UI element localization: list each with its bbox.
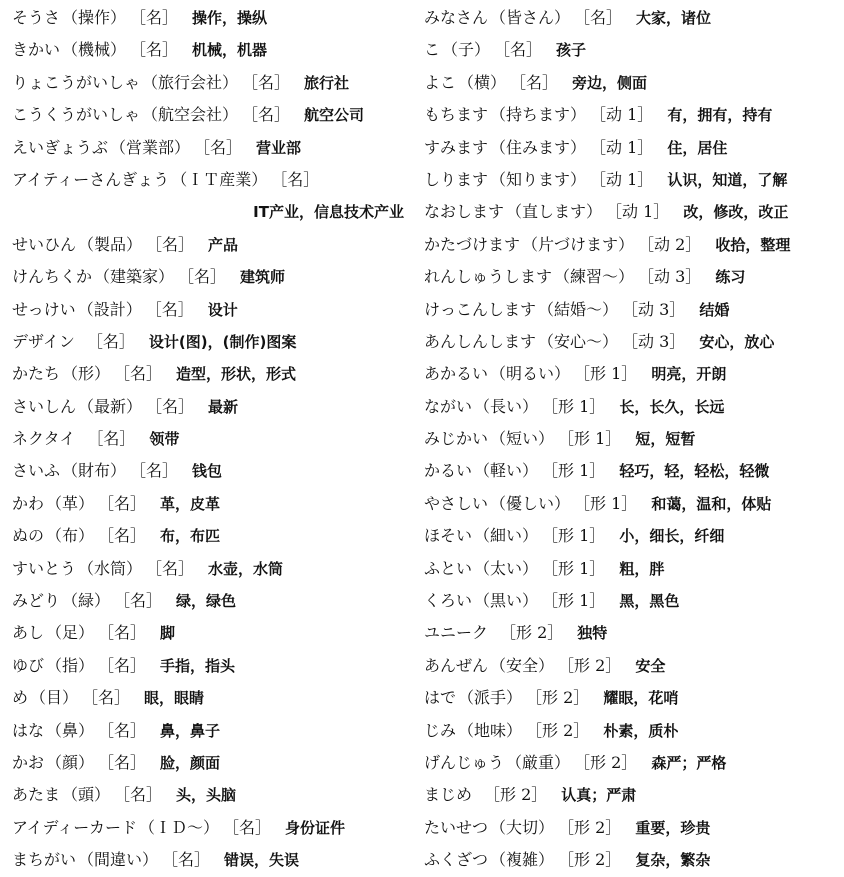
vocab-kanji: （顔） <box>46 752 95 772</box>
vocab-pos: ［名］ <box>90 688 131 708</box>
vocab-pos: ［名］ <box>250 105 291 125</box>
vocab-reading: りょこうがいしゃ <box>12 72 141 92</box>
vocab-pos: ［形 2］ <box>566 817 622 837</box>
vocab-pos: ［名］ <box>154 234 195 254</box>
vocab-meaning: 长，长久，长远 <box>619 397 725 416</box>
vocab-pos: ［名］ <box>106 752 147 772</box>
vocab-kanji: （長い） <box>474 396 539 416</box>
vocab-reading: まちがい <box>12 850 77 870</box>
vocab-meaning: 有，拥有，持有 <box>667 106 773 125</box>
vocab-kanji: （知ります） <box>490 169 587 189</box>
vocab-meaning: 航空公司 <box>304 106 365 125</box>
vocab-reading: そうさ <box>12 8 61 27</box>
vocab-kanji: （安全） <box>490 655 555 675</box>
vocab-reading: ふとい <box>424 558 473 578</box>
vocab-reading: め <box>12 688 29 708</box>
vocab-meaning: 认识，知道，了解 <box>667 170 788 189</box>
vocab-pos: ［动 3］ <box>630 331 686 351</box>
vocab-reading: まじめ <box>424 785 473 805</box>
vocab-entry <box>12 99 418 131</box>
vocab-kanji: （片づけます） <box>522 234 635 254</box>
vocab-entry <box>424 99 844 131</box>
vocab-entry <box>424 715 844 747</box>
vocabulary-column-left <box>0 0 418 870</box>
vocab-entry <box>12 553 418 585</box>
vocab-kanji: （明るい） <box>490 364 571 384</box>
vocab-kanji: （皆さん） <box>490 8 571 27</box>
vocab-reading: あかるい <box>424 364 489 384</box>
vocab-pos: ［名］ <box>106 493 147 513</box>
vocab-reading: けんちくか <box>12 267 93 287</box>
vocab-kanji: （結婚～） <box>538 299 619 319</box>
vocab-reading: こ <box>424 40 441 60</box>
vocab-meaning: 练习 <box>715 268 746 287</box>
vocab-pos: ［名］ <box>122 591 163 611</box>
vocab-meaning: 机械，机器 <box>192 41 268 60</box>
vocab-reading: さいふ <box>12 461 61 481</box>
vocab-entry <box>12 164 418 196</box>
vocab-pos: ［名］ <box>138 461 179 481</box>
vocab-meaning: 鼻，鼻子 <box>160 721 221 740</box>
vocab-entry <box>424 132 844 164</box>
vocab-pos: ［形 1］ <box>550 526 606 546</box>
vocab-kanji: （鼻） <box>46 720 95 740</box>
vocab-meaning: 水壶，水筒 <box>208 559 284 578</box>
vocab-meaning: 改，修改，改正 <box>683 203 789 222</box>
vocab-meaning: 收拾，整理 <box>715 235 791 254</box>
vocab-kanji: （営業部） <box>110 137 191 157</box>
vocab-reading: せっけい <box>12 299 76 319</box>
vocab-pos: ［名］ <box>87 429 136 449</box>
vocab-meaning: 营业部 <box>256 138 302 157</box>
vocab-pos: ［形 1］ <box>550 461 606 481</box>
vocab-reading: くろい <box>424 591 473 611</box>
vocab-pos: ［形 2］ <box>500 623 564 643</box>
vocab-pos: ［形 2］ <box>566 655 622 675</box>
vocab-pos: ［动 1］ <box>598 105 654 125</box>
vocab-meaning: 明亮，开朗 <box>651 365 727 384</box>
vocab-kanji: （大切） <box>490 817 555 837</box>
vocab-pos: ［形 2］ <box>582 752 638 772</box>
vocab-pos: ［名］ <box>279 169 320 189</box>
vocab-entry <box>424 682 844 714</box>
vocab-entry <box>424 553 844 585</box>
vocab-kanji: （練習～） <box>554 267 635 287</box>
vocab-pos: ［形 1］ <box>550 396 606 416</box>
vocab-reading: デザイン <box>12 331 75 351</box>
vocab-meaning: 钱包 <box>192 462 223 481</box>
vocab-meaning: 小，细长，纤细 <box>619 527 725 546</box>
vocab-meaning: 和蔼，温和，体贴 <box>651 494 772 513</box>
vocab-entry <box>12 682 418 714</box>
vocab-reading: もちます <box>424 105 489 125</box>
vocab-pos: ［名］ <box>202 137 243 157</box>
vocab-entry <box>12 391 418 423</box>
vocab-meaning: 绿，绿色 <box>176 592 237 611</box>
vocab-entry <box>424 779 844 811</box>
vocab-kanji: （最新） <box>78 396 143 416</box>
vocab-kanji: （足） <box>46 623 95 643</box>
vocab-pos: ［名］ <box>154 396 195 416</box>
vocab-reading: たいせつ <box>424 817 489 837</box>
vocab-entry <box>12 617 418 649</box>
vocab-entry <box>12 34 418 66</box>
vocab-meaning: 复杂，繁杂 <box>635 851 711 870</box>
vocab-pos: ［形 2］ <box>566 850 622 870</box>
vocab-reading: じみ <box>424 720 457 740</box>
vocab-meaning: 认真；严肃 <box>561 786 637 805</box>
vocab-entry <box>12 520 418 552</box>
vocab-kanji: （太い） <box>474 558 539 578</box>
vocab-kanji: （建築家） <box>94 267 175 287</box>
vocab-kanji: （黒い） <box>474 591 539 611</box>
vocab-reading: あたま <box>12 785 61 805</box>
vocab-entry <box>424 196 844 228</box>
vocab-meaning: 产品 <box>208 235 239 254</box>
vocab-pos: ［形 1］ <box>550 558 606 578</box>
vocab-reading: やさしい <box>424 493 489 513</box>
vocab-pos: ［名］ <box>154 558 195 578</box>
vocab-meaning: 身份证件 <box>285 818 346 837</box>
vocab-pos: ［名］ <box>230 817 271 837</box>
vocab-pos: ［名］ <box>153 299 194 319</box>
vocab-kanji: （指） <box>46 655 95 675</box>
vocab-kanji: （製品） <box>78 234 143 254</box>
vocab-meaning: 建筑师 <box>240 268 286 287</box>
vocab-kanji: （地味） <box>458 720 523 740</box>
vocab-pos: ［名］ <box>138 40 179 60</box>
vocab-meaning: 脚 <box>160 624 176 643</box>
vocab-kanji: （目） <box>30 688 79 708</box>
vocab-pos: ［名］ <box>122 785 163 805</box>
vocab-entry <box>424 294 844 326</box>
vocab-entry <box>12 812 418 844</box>
vocab-meaning: 黑，黑色 <box>619 592 680 611</box>
vocab-reading: アイディーカード <box>12 817 137 837</box>
vocab-entry <box>424 261 844 293</box>
vocab-pos: ［形 2］ <box>534 720 590 740</box>
vocab-meaning: 布，布匹 <box>160 527 221 546</box>
vocab-pos: ［名］ <box>106 655 147 675</box>
vocab-pos: ［动 3］ <box>630 299 686 319</box>
vocab-entry <box>424 747 844 779</box>
vocab-entry <box>12 844 418 876</box>
vocab-reading: はで <box>424 688 457 708</box>
vocab-kanji: （水筒） <box>78 558 143 578</box>
vocab-entry <box>424 455 844 487</box>
vocab-entry <box>12 779 418 811</box>
vocab-pos: ［名］ <box>170 850 211 870</box>
vocab-kanji: （設計） <box>77 299 142 319</box>
vocab-pos: ［名］ <box>122 364 163 384</box>
vocab-meaning: 手指，指头 <box>160 656 236 675</box>
vocab-kanji: （短い） <box>490 429 555 449</box>
vocab-entry <box>424 844 844 876</box>
vocab-entry <box>424 67 844 99</box>
vocab-kanji: （複雑） <box>490 850 555 870</box>
vocab-pos: ［形 1］ <box>550 591 606 611</box>
vocab-meaning: 重要，珍贵 <box>635 818 711 837</box>
vocab-reading: すいとう <box>12 558 77 578</box>
vocab-reading: ユニーク <box>424 623 489 643</box>
vocab-entry <box>12 423 418 455</box>
vocab-reading: みじかい <box>424 429 489 449</box>
vocab-pos: ［名］ <box>186 267 227 287</box>
vocab-entry <box>12 229 418 261</box>
vocabulary-column-right <box>418 0 844 870</box>
vocab-pos: ［名］ <box>250 72 291 92</box>
vocab-kanji: （横） <box>458 72 507 92</box>
vocab-meaning: 安全 <box>635 656 666 675</box>
vocab-entry <box>424 520 844 552</box>
vocab-meaning: 森严；严格 <box>651 753 727 772</box>
vocab-meaning: IT产业，信息技术产业 <box>253 203 404 222</box>
vocab-reading: かわ <box>12 493 45 513</box>
vocab-entry <box>424 164 844 196</box>
vocab-reading: ゆび <box>12 655 45 675</box>
vocab-kanji: （安心～） <box>538 331 619 351</box>
vocab-meaning: 领带 <box>149 430 180 449</box>
vocab-reading: みなさん <box>424 8 489 27</box>
vocab-entry <box>12 294 418 326</box>
vocab-entry <box>12 585 418 617</box>
vocab-reading: かたづけます <box>424 234 521 254</box>
vocab-entry <box>12 2 418 34</box>
vocab-kanji: （間違い） <box>78 850 159 870</box>
vocab-entry <box>12 358 418 390</box>
vocab-kanji: （持ちます） <box>490 105 587 125</box>
vocab-reading: なおします <box>424 202 505 222</box>
vocab-entry <box>12 747 418 779</box>
vocab-kanji: （形） <box>62 364 111 384</box>
vocab-reading: ながい <box>424 396 473 416</box>
vocab-meaning: 设计 <box>207 300 238 319</box>
vocab-pos: ［动 1］ <box>598 137 654 157</box>
vocab-pos: ［名］ <box>86 331 135 351</box>
vocab-entry <box>424 423 844 455</box>
vocab-entry <box>12 67 418 99</box>
vocab-entry <box>424 617 844 649</box>
vocab-reading: さいしん <box>12 396 77 416</box>
vocab-meaning: 朴素，质朴 <box>603 721 679 740</box>
vocab-reading: きかい <box>12 40 61 60</box>
vocab-pos: ［名］ <box>138 8 179 27</box>
vocab-kanji: （緑） <box>62 591 111 611</box>
vocab-entry <box>12 455 418 487</box>
vocab-kanji: （ＩＤ～） <box>138 817 219 837</box>
vocab-entry <box>424 358 844 390</box>
vocab-kanji: （操作） <box>62 8 127 27</box>
vocab-meaning: 安心，放心 <box>699 332 775 351</box>
vocab-meaning: 脸，颜面 <box>160 753 221 772</box>
vocab-kanji: （軽い） <box>474 461 539 481</box>
vocab-reading: かるい <box>424 461 473 481</box>
vocab-entry <box>424 650 844 682</box>
vocab-meaning: 旁边，侧面 <box>572 73 648 92</box>
vocab-entry <box>424 585 844 617</box>
vocab-reading: こうくうがいしゃ <box>12 105 141 125</box>
vocab-reading: あし <box>12 623 45 643</box>
vocab-reading: あんぜん <box>424 655 489 675</box>
vocab-pos: ［名］ <box>106 526 147 546</box>
vocab-reading: かお <box>12 752 45 772</box>
vocab-entry <box>424 229 844 261</box>
vocab-reading: すみます <box>424 137 489 157</box>
vocab-pos: ［形 1］ <box>566 429 622 449</box>
vocab-kanji: （革） <box>46 493 95 513</box>
vocab-entry <box>12 132 418 164</box>
vocab-entry <box>12 715 418 747</box>
vocab-meaning: 头，头脑 <box>176 786 237 805</box>
vocab-reading: あんしんします <box>424 331 537 351</box>
vocab-reading: せいひん <box>12 234 77 254</box>
vocab-entry <box>424 812 844 844</box>
vocab-entry <box>424 34 844 66</box>
vocab-kanji: （頭） <box>62 785 111 805</box>
vocab-meaning: 耀眼，花哨 <box>603 689 679 708</box>
vocab-kanji: （子） <box>442 40 491 60</box>
vocab-reading: ネクタイ <box>12 429 76 449</box>
vocab-kanji: （細い） <box>474 526 539 546</box>
vocab-kanji: （機械） <box>62 40 127 60</box>
vocab-meaning: 错误，失误 <box>224 851 300 870</box>
vocab-kanji: （住みます） <box>490 137 587 157</box>
vocab-entry <box>424 391 844 423</box>
vocab-entry <box>12 326 418 358</box>
vocab-reading: よこ <box>424 72 457 92</box>
vocab-meaning: 操作，操纵 <box>192 9 268 27</box>
vocab-pos: ［形 1］ <box>582 364 638 384</box>
vocab-pos: ［动 2］ <box>646 234 702 254</box>
vocab-reading: はな <box>12 720 45 740</box>
vocab-reading: ほそい <box>424 526 473 546</box>
vocab-kanji: （旅行会社） <box>142 72 239 92</box>
vocab-reading: かたち <box>12 364 61 384</box>
vocab-reading: げんじゅう <box>424 752 505 772</box>
vocab-meaning: 设计(图)，(制作)图案 <box>148 332 297 351</box>
vocab-meaning: 结婚 <box>699 300 730 319</box>
vocab-reading: えいぎょうぶ <box>12 137 109 157</box>
vocab-meaning: 大家，诸位 <box>636 9 712 27</box>
vocab-reading: けっこんします <box>424 299 537 319</box>
vocab-meaning: 造型，形状，形式 <box>176 365 297 384</box>
vocab-pos: ［动 1］ <box>614 202 670 222</box>
vocab-meaning: 粗，胖 <box>619 559 665 578</box>
vocab-pos: ［形 2］ <box>484 785 548 805</box>
vocab-meaning: 轻巧，轻，轻松，轻微 <box>619 462 770 481</box>
vocab-pos: ［名］ <box>106 623 147 643</box>
vocab-reading: ぬの <box>12 526 45 546</box>
vocab-entry <box>12 488 418 520</box>
vocab-kanji: （布） <box>46 526 95 546</box>
vocab-kanji: （優しい） <box>490 493 571 513</box>
vocab-entry <box>12 650 418 682</box>
vocab-meaning: 独特 <box>577 624 608 643</box>
vocab-pos: ［形 1］ <box>582 493 638 513</box>
vocab-kanji: （航空会社） <box>142 105 239 125</box>
vocab-reading: アイティーさんぎょう <box>12 169 170 189</box>
vocab-pos: ［名］ <box>582 8 623 27</box>
vocab-kanji: （財布） <box>62 461 127 481</box>
vocab-kanji: （派手） <box>458 688 523 708</box>
vocab-pos: ［名］ <box>106 720 147 740</box>
vocab-meaning: 短，短暂 <box>635 430 696 449</box>
vocab-reading: しります <box>424 169 489 189</box>
vocab-meaning: 住，居住 <box>667 138 728 157</box>
vocab-entry <box>424 326 844 358</box>
vocab-entry <box>12 261 418 293</box>
vocab-entry <box>12 196 418 228</box>
vocab-pos: ［动 3］ <box>646 267 702 287</box>
vocab-kanji: （ＩＴ産業） <box>171 169 268 189</box>
vocab-pos: ［动 1］ <box>598 169 654 189</box>
vocab-meaning: 旅行社 <box>304 73 350 92</box>
vocab-entry <box>424 2 844 34</box>
vocab-reading: ふくざつ <box>424 850 489 870</box>
vocab-kanji: （厳重） <box>506 752 571 772</box>
vocab-reading: れんしゅうします <box>424 267 553 287</box>
vocab-meaning: 孩子 <box>556 41 587 60</box>
vocab-pos: ［形 2］ <box>534 688 590 708</box>
vocab-meaning: 最新 <box>208 397 239 416</box>
vocab-pos: ［名］ <box>518 72 559 92</box>
vocab-kanji: （直します） <box>506 202 603 222</box>
vocab-meaning: 眼，眼睛 <box>144 689 205 708</box>
vocab-entry <box>424 488 844 520</box>
vocab-pos: ［名］ <box>502 40 543 60</box>
vocab-meaning: 革，皮革 <box>160 494 221 513</box>
vocab-reading: みどり <box>12 591 61 611</box>
